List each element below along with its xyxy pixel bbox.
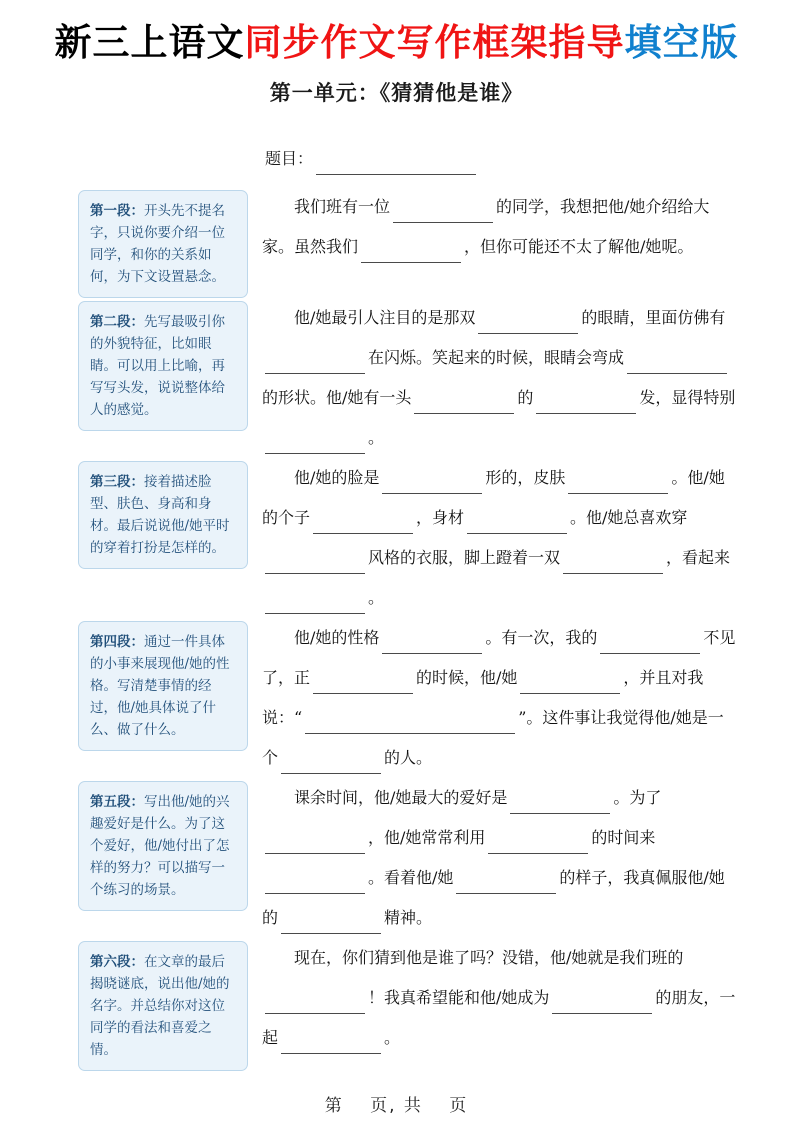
paragraph-note-box [78,621,248,751]
blank-field[interactable] [281,762,381,774]
paragraph-note-label: 第四段： [90,633,144,650]
para-text: 的时间来 [591,827,656,847]
para-text: ，身材 [416,507,465,527]
blank-field[interactable] [536,402,636,414]
para-text: 。为了 [613,787,662,807]
blank-field[interactable] [281,1042,381,1054]
paragraph-note-box [78,941,248,1071]
blank-field[interactable] [456,882,556,894]
para-text: 。他/她总喜欢穿 [570,507,688,527]
blank-field[interactable] [281,922,381,934]
para-text: 不见了，正 [262,627,736,687]
title-red-part: 同步作文写作框架指导 [244,21,625,64]
blank-field[interactable] [393,211,493,223]
paragraph-note-text: 通过一件具体的小事来展现他/她的性格。写清楚事情的经过，他/她具体说了什么、做了什么。 [90,633,230,738]
blank-field[interactable] [600,642,700,654]
para-text: 现在，你们猜到他是谁了吗？没错，他/她就是我们班的 [294,947,684,967]
section-row [78,778,737,938]
topic-row [265,139,793,179]
para-text: 的样子，我真佩服他/她的 [262,867,725,927]
section-row [78,458,737,618]
blank-field[interactable] [313,682,413,694]
blank-field[interactable] [265,442,365,454]
paragraph-note-text: 开头先不提名字，只说你要介绍一位同学，和你的关系如何，为下文设置悬念。 [90,202,225,285]
para-text: ，并且对我说：“ [262,667,704,727]
paragraph-fill-text [262,458,737,618]
para-text: 他/她的性格 [294,627,380,647]
blank-field[interactable] [382,642,482,654]
para-text: 的形状。他/她有一头 [262,387,412,407]
paragraph-note-text: 接着描述脸型、肤色、身高和身材。最后说说他/她平时的穿着打扮是怎样的。 [90,473,230,556]
para-text: 。 [384,1027,401,1047]
blank-field[interactable] [265,1002,365,1014]
para-text: ，他/她常常利用 [368,827,486,847]
para-text: 风格的衣服，脚上蹬着一双 [368,547,561,567]
blank-field[interactable] [488,842,588,854]
paragraph-fill-text [262,298,737,458]
paragraph-note-label: 第一段： [90,202,144,219]
section-row [78,938,737,1071]
para-text: 在闪烁。笑起来的时候，眼睛会弯成 [368,347,625,367]
blank-field[interactable] [382,482,482,494]
paragraph-note-label: 第六段： [90,953,144,970]
para-text: 的朋友，一起 [262,987,736,1047]
paragraph-note-box [78,781,248,911]
paragraph-note-label: 第五段： [90,793,144,810]
title-blue-part: 填空版 [624,21,739,64]
sections [78,187,737,1071]
paragraph-fill-text [262,938,737,1058]
para-text: 的 [517,387,534,407]
para-text: 的时候，他/她 [416,667,518,687]
blank-field[interactable] [414,402,514,414]
title-black-part: 新三上语文 [54,21,245,64]
para-text: 他/她最引人注目的是那双 [294,307,476,327]
unit-subtitle: 第一单元：《猜猜他是谁》 [269,79,524,105]
paragraph-note-box [78,301,248,431]
blank-field[interactable] [313,522,413,534]
blank-field[interactable] [265,602,365,614]
para-text: 精神。 [384,907,433,927]
topic-label: 题目： [265,148,314,168]
para-text: 的人。 [384,747,433,767]
paragraph-note-box [78,461,248,569]
para-text: ，但你可能还不太了解他/她呢。 [464,236,694,256]
para-text: 我们班有一位 [294,196,391,216]
para-text: ，看起来 [666,547,731,567]
para-text: 的眼睛，里面仿佛有 [581,307,726,327]
blank-field[interactable] [510,802,610,814]
section-row [78,187,737,298]
para-text: 发，显得特别 [639,387,736,407]
paragraph-note-text: 写出他/她的兴趣爱好是什么。为了这个爱好，他/她付出了怎样的努力？可以描写一个练习的场景。 [90,793,230,898]
blank-field[interactable] [467,522,567,534]
paragraph-fill-text [262,187,737,267]
paragraph-note-text: 先写最吸引你的外貌特征，比如眼睛。可以用上比喻，再写写头发，说说整体给人的感觉。 [90,313,225,418]
para-text: 。 [368,587,385,607]
blank-field[interactable] [265,362,365,374]
blank-field[interactable] [361,251,461,263]
para-text: 。有一次，我的 [485,627,598,647]
para-text: 的同学，我想把他/她介绍给大家。虽然我们 [262,196,710,256]
blank-field[interactable] [265,882,365,894]
blank-field[interactable] [265,562,365,574]
blank-field[interactable] [627,362,727,374]
blank-field[interactable] [265,842,365,854]
blank-field[interactable] [305,722,515,734]
para-text: 。他/她的个子 [262,467,725,527]
blank-field[interactable] [552,1002,652,1014]
para-text: 他/她的脸是 [294,467,380,487]
para-text: ”。这件事让我觉得他/她是一个 [262,707,724,767]
paragraph-note-box [78,190,248,298]
para-text: 。 [368,427,385,447]
blank-field[interactable] [563,562,663,574]
paragraph-fill-text [262,778,737,938]
para-text: 。看着他/她 [368,867,454,887]
page-number-footer: 第 页, 共 页 [324,1095,469,1116]
paragraph-note-label: 第三段： [90,473,144,490]
para-text: 形的，皮肤 [485,467,566,487]
paragraph-note-label: 第二段： [90,313,144,330]
paragraph-note-text: 在文章的最后揭晓谜底，说出他/她的名字。并总结你对这位同学的看法和喜爱之情。 [90,953,230,1058]
para-text: ！我真希望能和他/她成为 [368,987,550,1007]
para-text: 课余时间，他/她最大的爱好是 [294,787,508,807]
paragraph-fill-text [262,618,737,778]
section-row [78,298,737,458]
blank-field[interactable] [520,682,620,694]
blank-field[interactable] [478,322,578,334]
page-title [0,22,793,65]
topic-blank-field[interactable] [316,163,476,175]
blank-field[interactable] [568,482,668,494]
section-row [78,618,737,778]
